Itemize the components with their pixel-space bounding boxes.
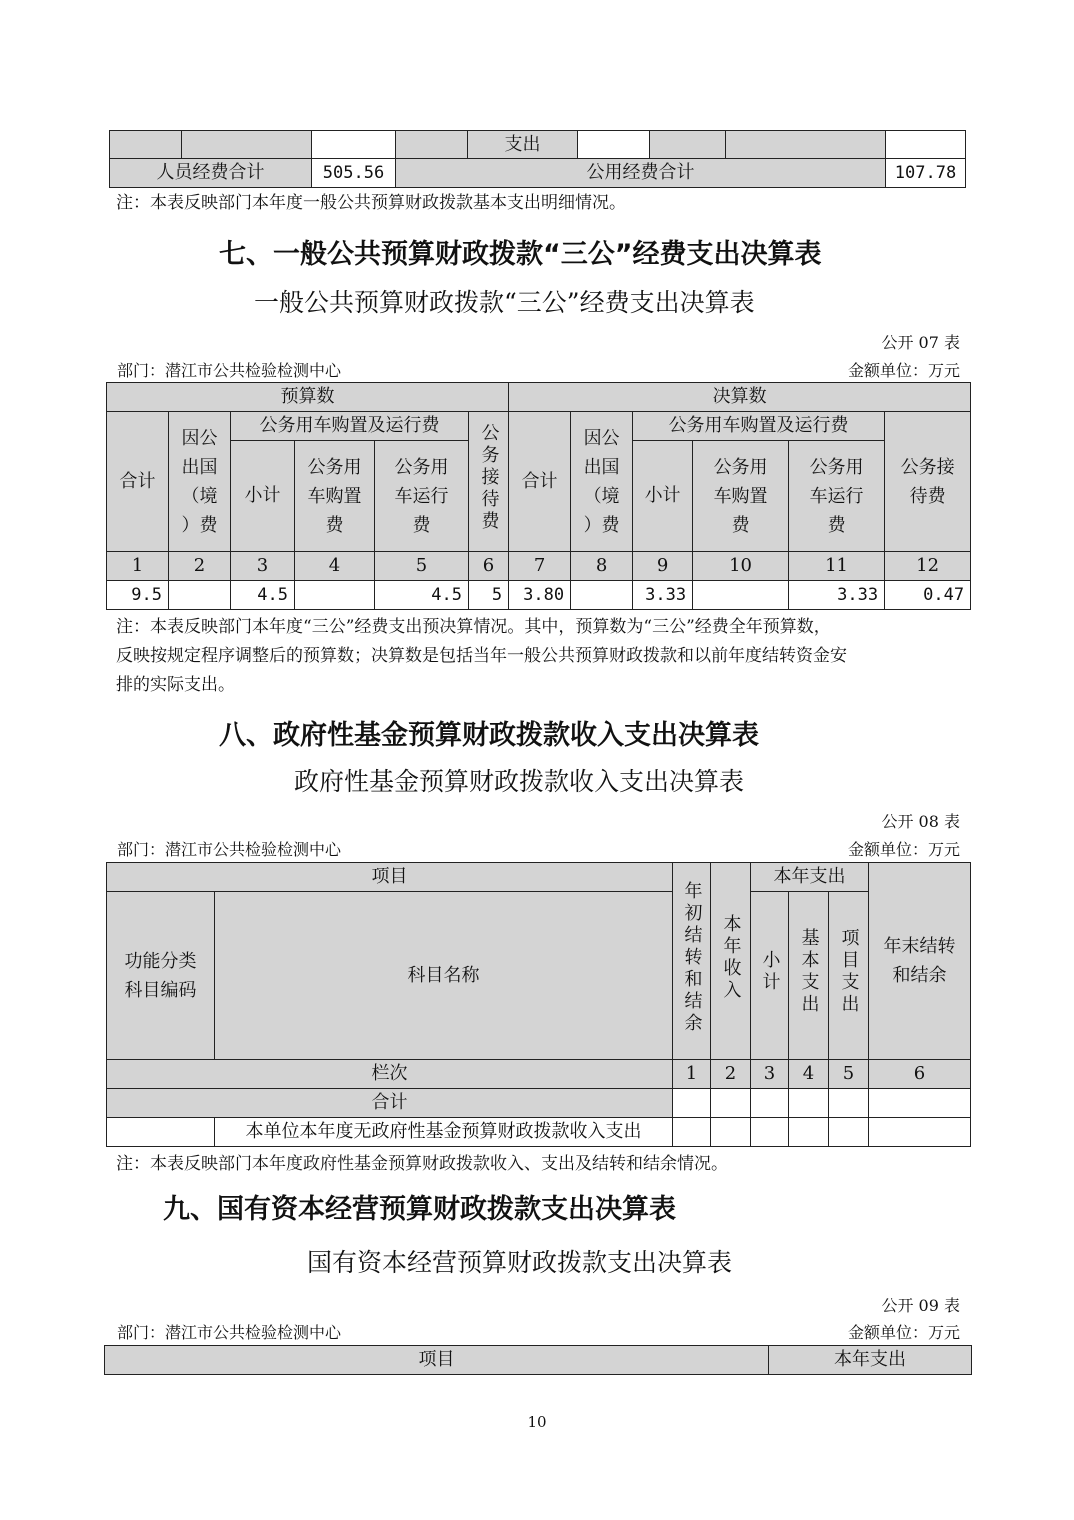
column-number: 1 [673,1060,711,1089]
personnel-total-value: 505.56 [312,159,396,188]
column-number: 2 [711,1060,751,1089]
value-cell [869,1118,971,1147]
department: 部门：潜江市公共检验检测中心 [117,840,342,859]
header-line: 车购置 [713,485,768,507]
header-line: 车运行 [394,485,449,507]
header-line: 公务用 [809,456,864,478]
header-line: 出国 [583,456,620,478]
column-number: 6 [469,552,509,581]
column-number: 8 [571,552,633,581]
column-number: 4 [789,1060,829,1089]
column-number: 3 [751,1060,789,1089]
cell [886,131,966,159]
expense-label: 支出 [468,131,578,159]
value-cell: 4.5 [375,581,469,610]
cell [110,131,182,159]
column-number: 5 [829,1060,869,1089]
amount-unit: 金额单位：万元 [847,840,960,859]
section8-title: 政府性基金预算财政拨款收入支出决算表 [294,767,745,796]
budget-reception-header [469,412,509,552]
table-code: 公开 09 表 [881,1296,960,1315]
cell [578,131,650,159]
personnel-total-label: 人员经费合计 [110,159,312,188]
budget-car-group-header: 公务用车购置及运行费 [231,412,469,441]
header-line: 公务用 [307,456,362,478]
item-header: 项目 [105,1346,769,1375]
section7-title: 一般公共预算财政拨款“三公”经费支出决算表 [254,288,755,317]
subtotal-header [751,892,789,1060]
column-number: 6 [869,1060,971,1089]
value-cell [829,1089,869,1118]
value-cell: 5 [469,581,509,610]
header-line: 费 [412,514,431,536]
value-cell: 0.47 [885,581,971,610]
department: 部门：潜江市公共检验检测中心 [117,1323,342,1342]
table-code: 公开 08 表 [881,812,960,831]
total-label: 合计 [107,1089,673,1118]
code-header [107,892,215,1060]
header-vertical-text: 项目支出 [838,928,860,1016]
expense-group-header: 本年支出 [751,863,869,892]
department: 部门：潜江市公共检验检测中心 [117,361,342,380]
value-cell [673,1118,711,1147]
value-cell [789,1118,829,1147]
value-cell [295,581,375,610]
column-number: 2 [169,552,231,581]
header-vertical-text: 基本支出 [798,928,820,1016]
expense-header: 本年支出 [769,1346,972,1375]
cell [182,131,312,159]
table-code: 公开 07 表 [881,333,960,352]
value-cell: 3.33 [633,581,693,610]
header-line: 待费 [909,485,946,507]
header-line: 费 [827,514,846,536]
section7-heading: 七、一般公共预算财政拨款“三公”经费支出决算表 [219,239,822,270]
header-line: 因公 [181,427,218,449]
final-abroad-header [571,412,633,552]
header-line: 费 [325,514,344,536]
cell [726,131,886,159]
budget-car-run-header [375,441,469,552]
state-capital-table [104,1345,972,1375]
header-vertical-text: 小计 [759,950,781,994]
value-cell: 3.33 [789,581,885,610]
header-line: 公务用 [713,456,768,478]
end-balance-header [869,863,971,1060]
gov-fund-table [106,862,971,1147]
code-cell [107,1118,215,1147]
header-line: （境 [181,485,218,507]
section8-heading: 八、政府性基金预算财政拨款收入支出决算表 [219,720,759,751]
value-cell: 9.5 [107,581,169,610]
value-cell [571,581,633,610]
header-line: 因公 [583,427,620,449]
value-cell [693,581,789,610]
final-car-group-header: 公务用车购置及运行费 [633,412,885,441]
top-note: 注：本表反映部门本年度一般公共预算财政拨款基本支出明细情况。 [116,193,626,213]
header-line: 费 [731,514,750,536]
section8-note: 注：本表反映部门本年度政府性基金预算财政拨款收入、支出及结转和结余情况。 [116,1154,728,1174]
header-vertical-text: 年初结转和结余 [681,880,703,1035]
header-line: 和结余 [892,965,947,986]
header-line: （境 [583,485,620,507]
page-number: 10 [527,1413,547,1431]
column-number: 7 [509,552,571,581]
header-line: 公务用 [394,456,449,478]
header-line: ）费 [181,514,218,536]
amount-unit: 金额单位：万元 [847,1323,960,1342]
header-line: 功能分类 [124,950,197,972]
public-total-value: 107.78 [886,159,966,188]
header-line: 公务接 [900,456,955,478]
header-line: 出国 [181,456,218,478]
header-line: 科目编码 [124,979,197,1001]
section7-note-line: 反映按规定程序调整后的预算数；决算数是包括当年一般公共预算财政拨款和以前年度结转资金安 [116,646,847,666]
budget-total-header: 合计 [107,412,169,552]
value-cell [169,581,231,610]
basic-expense-header [789,892,829,1060]
budget-car-buy-header [295,441,375,552]
final-subtotal-header: 小计 [633,441,693,552]
top-table [109,130,966,188]
income-header [711,863,751,1060]
value-cell [829,1118,869,1147]
cell [312,131,396,159]
value-cell [673,1089,711,1118]
header-line: 年末结转 [883,936,956,957]
value-cell [711,1089,751,1118]
column-number: 9 [633,552,693,581]
final-header: 决算数 [509,383,971,412]
cell [396,131,468,159]
section9-title: 国有资本经营预算财政拨款支出决算表 [307,1248,733,1277]
final-reception-header [885,412,971,552]
section7-note-line: 注：本表反映部门本年度“三公”经费支出预决算情况。其中，预算数为“三公”经费全年预算数， [116,617,831,637]
header-line: ）费 [583,514,620,536]
value-cell [711,1118,751,1147]
final-total-header: 合计 [509,412,571,552]
value-cell [789,1089,829,1118]
no-data-text: 本单位本年度无政府性基金预算财政拨款收入支出 [215,1118,673,1147]
cell [650,131,726,159]
value-cell: 4.5 [231,581,295,610]
final-car-buy-header [693,441,789,552]
budget-header: 预算数 [107,383,509,412]
column-number: 3 [231,552,295,581]
value-cell [751,1118,789,1147]
section7-note-line: 排的实际支出。 [116,675,235,695]
column-number: 4 [295,552,375,581]
column-number: 12 [885,552,971,581]
final-car-run-header [789,441,885,552]
public-total-label: 公用经费合计 [396,159,886,188]
amount-unit: 金额单位：万元 [847,361,960,380]
budget-abroad-header [169,412,231,552]
value-cell: 3.80 [509,581,571,610]
row-label: 栏次 [107,1060,673,1089]
header-line: 车购置 [307,485,362,507]
column-number: 5 [375,552,469,581]
project-expense-header [829,892,869,1060]
begin-balance-header [673,863,711,1060]
column-number: 10 [693,552,789,581]
column-number: 1 [107,552,169,581]
budget-subtotal-header: 小计 [231,441,295,552]
header-vertical-text: 公务接待费 [478,423,500,533]
three-public-table [106,382,971,610]
header-line: 车运行 [809,485,864,507]
header-vertical-text: 本年收入 [720,913,742,1002]
value-cell [751,1089,789,1118]
item-header: 项目 [107,863,673,892]
column-number: 11 [789,552,885,581]
subject-name-header: 科目名称 [215,892,673,1060]
section9-heading: 九、国有资本经营预算财政拨款支出决算表 [163,1194,676,1225]
value-cell [869,1089,971,1118]
